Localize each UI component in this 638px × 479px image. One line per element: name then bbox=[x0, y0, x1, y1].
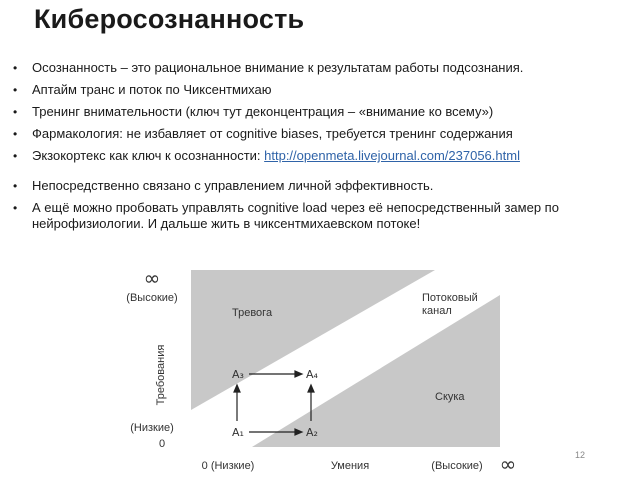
bullet-text: Осознанность – это рациональное внимание к результатам работы подсознания. bbox=[32, 60, 524, 75]
point-a4-label: A₄ bbox=[306, 368, 318, 381]
region-boredom-label: Скука bbox=[435, 391, 465, 403]
bullet-dot-icon: • bbox=[13, 83, 18, 97]
bullet-item bbox=[0, 104, 636, 120]
bullet-item bbox=[0, 82, 636, 98]
bullet-item bbox=[0, 148, 636, 164]
exocortex-link[interactable]: http://openmeta.livejournal.com/237056.html bbox=[264, 148, 520, 163]
bullet-text: А ещё можно пробовать управлять cognitive load через её непосредственный замер по нейрофизиологии. И дальше жить в чиксентмихаевском потоке! bbox=[32, 200, 559, 231]
region-flow-label-line2: канал bbox=[422, 305, 452, 317]
x-axis-high-label: (Высокие) bbox=[431, 460, 483, 472]
bullet-dot-icon: • bbox=[13, 179, 18, 193]
y-axis-title: Требования bbox=[155, 344, 167, 406]
point-a2-label: A₂ bbox=[306, 426, 318, 439]
bullet-list bbox=[0, 60, 636, 238]
bullet-item bbox=[0, 60, 636, 76]
bullet-item bbox=[0, 126, 636, 142]
bullet-dot-icon: • bbox=[13, 149, 18, 163]
y-axis-infinity-label: ∞ bbox=[143, 266, 161, 290]
bullet-text: Непосредственно связано с управлением личной эффективность. bbox=[32, 178, 434, 193]
region-anxiety-label: Тревога bbox=[232, 307, 273, 319]
bullet-text: Экзокортекс как ключ к осознанности: bbox=[32, 148, 265, 163]
x-axis-infinity-label: ∞ bbox=[499, 452, 517, 476]
bullet-item bbox=[0, 178, 636, 194]
flow-diagram bbox=[112, 265, 532, 477]
y-axis-low-label: (Низкие) bbox=[130, 422, 174, 434]
point-a1-label: A₁ bbox=[232, 426, 244, 439]
x-axis-zero-low-label: 0 (Низкие) bbox=[201, 460, 255, 472]
y-axis-zero-label: 0 bbox=[158, 438, 166, 450]
slide-title: Киберосознанность bbox=[34, 4, 305, 34]
bullet-text: Аптайм транс и поток по Чиксентмихаю bbox=[32, 82, 272, 97]
x-axis-title: Умения bbox=[330, 460, 370, 472]
bullet-text: Фармакология: не избавляет от cognitive biases, требуется тренинг содержания bbox=[32, 126, 513, 141]
region-flow-label-line1: Потоковый bbox=[422, 292, 478, 304]
bullet-dot-icon: • bbox=[13, 105, 18, 119]
bullet-dot-icon: • bbox=[13, 201, 18, 215]
bullet-text: Тренинг внимательности (ключ тут деконцентрация – «внимание ко всему») bbox=[32, 104, 494, 119]
point-a3-label: A₃ bbox=[232, 368, 244, 381]
bullet-dot-icon: • bbox=[13, 61, 18, 75]
bullet-item bbox=[0, 200, 636, 232]
bullet-dot-icon: • bbox=[13, 127, 18, 141]
page-number: 12 bbox=[575, 450, 586, 460]
y-axis-high-label: (Высокие) bbox=[126, 292, 178, 304]
